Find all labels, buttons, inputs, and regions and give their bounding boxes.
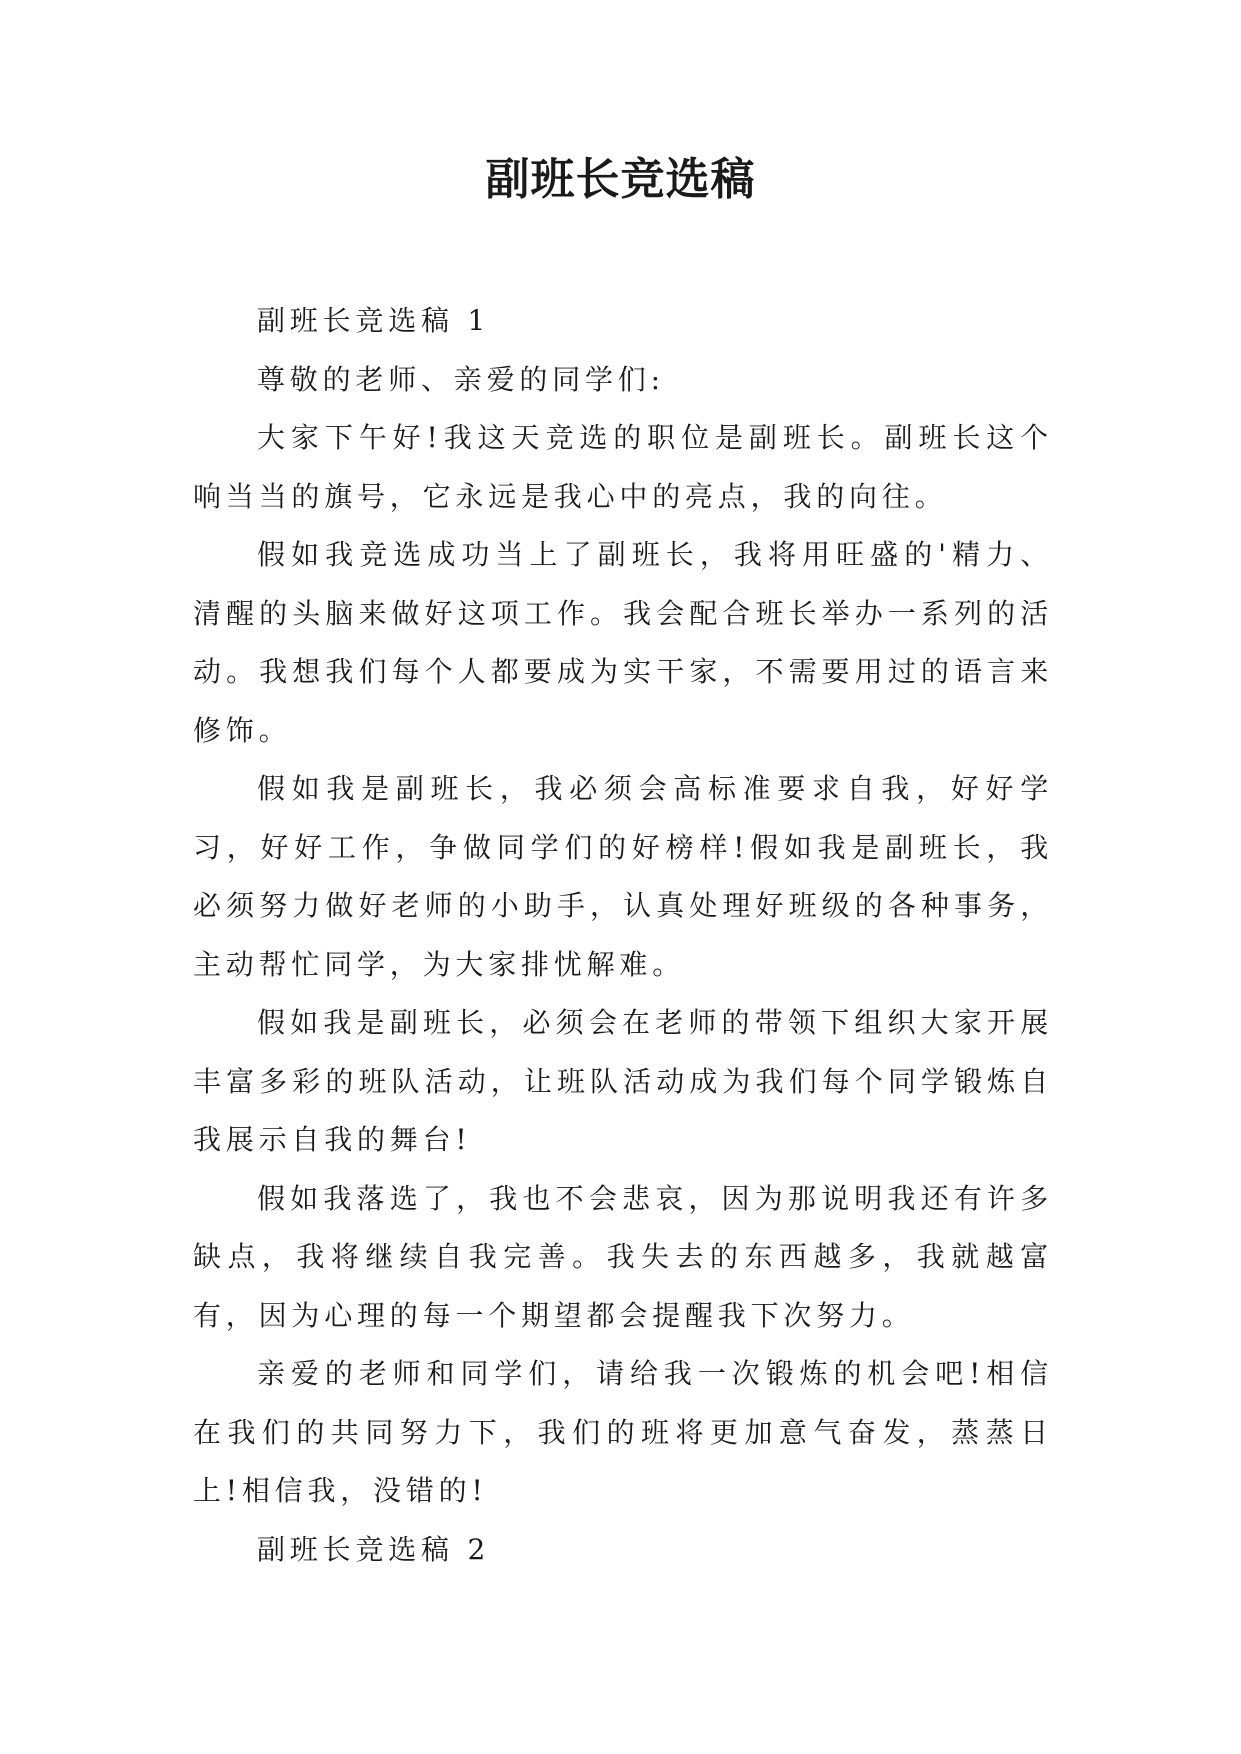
paragraph: 假如我落选了，我也不会悲哀，因为那说明我还有许多缺点，我将继续自我完善。我失去的东西越多，我就越富有，因为心理的每一个期望都会提醒我下次努力。 — [193, 1181, 1053, 1332]
paragraph: 亲爱的老师和同学们，请给我一次锻炼的机会吧!相信在我们的共同努力下，我们的班将更加意气奋发，蒸蒸日上!相信我，没错的! — [193, 1357, 1053, 1507]
document-title: 副班长竞选稿 — [485, 154, 756, 205]
document-body — [193, 292, 1053, 1579]
paragraph: 假如我竞选成功当上了副班长，我将用旺盛的'精力、清醒的头脑来做好这项工作。我会配合班长举办一系列的活动。我想我们每个人都要成为实干家，不需要用过的语言来修饰。 — [193, 538, 1053, 747]
salutation: 尊敬的老师、亲爱的同学们: — [257, 362, 665, 396]
section-heading: 副班长竞选稿 2 — [257, 1532, 491, 1566]
paragraph: 假如我是副班长，必须会在老师的带领下组织大家开展丰富多彩的班队活动，让班队活动成为我们每个同学锻炼自我展示自我的舞台! — [193, 1006, 1053, 1156]
paragraph: 假如我是副班长，我必须会高标准要求自我，好好学习，好好工作，争做同学们的好榜样!假如我是副班长，我必须努力做好老师的小助手，认真处理好班级的各种事务，主动帮忙同学，为大家排忧解难。 — [193, 772, 1053, 981]
section-heading: 副班长竞选稿 1 — [257, 304, 491, 337]
paragraph: 大家下午好!我这天竞选的职位是副班长。副班长这个响当当的旗号，它永远是我心中的亮点，我的向往。 — [193, 421, 1053, 513]
